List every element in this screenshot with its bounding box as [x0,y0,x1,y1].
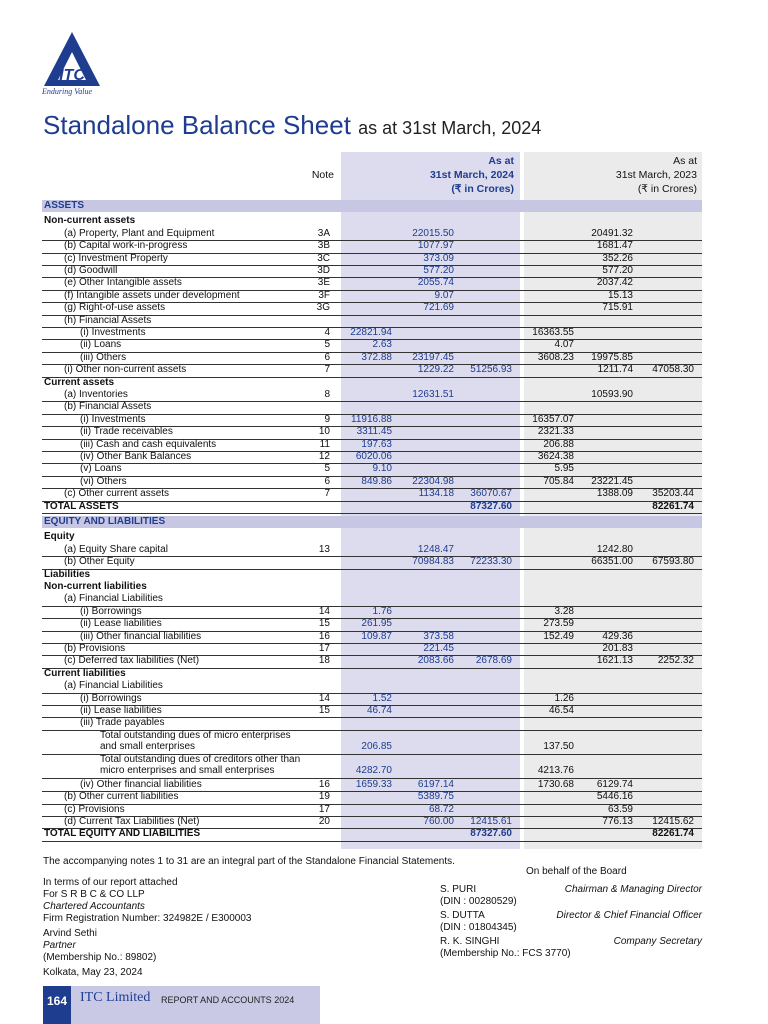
amount-cell: 1242.80 [596,543,633,555]
amount-cell: 12631.51 [412,389,454,400]
amount-cell: 1.52 [372,692,392,704]
header-current-line: 31st March, 2024 [429,169,514,181]
amount-cell: 2037.42 [596,277,633,289]
table-row [42,804,702,817]
table-row [42,290,702,303]
amount-cell: 715.91 [602,302,633,314]
amount-cell: 373.58 [423,630,454,642]
row-label: Total outstanding dues of creditors other than [100,754,301,766]
row-label: (b) Other current liabilities [64,791,179,803]
board-heading: On behalf of the Board [526,866,627,877]
auditor-partner-title: Partner [43,940,76,951]
amount-cell: 3624.38 [537,451,574,462]
row-label-continued: and small enterprises [100,740,196,752]
amount-cell: 137.50 [543,740,574,752]
table-row [42,531,702,543]
table-row [42,488,702,501]
amount-cell: 12415.61 [470,816,512,827]
amount-cell: 577.20 [602,265,633,276]
note-ref: 4 [324,327,330,338]
note-ref: 10 [318,426,330,438]
notes-statement: The accompanying notes 1 to 31 are an integral part of the Standalone Financial Statements. [43,856,455,867]
amount-cell: 22015.50 [412,227,454,239]
amount-cell: 1.26 [554,692,574,704]
table-row [42,401,702,414]
section-header-row [42,200,702,212]
row-label: (iii) Other financial liabilities [80,630,202,642]
amount-cell: 72233.30 [470,556,512,568]
row-label: (c) Investment Property [64,252,168,264]
signatory-role: Director & Chief Financial Officer [556,910,702,921]
amount-cell: 9.10 [372,463,392,475]
note-ref: 3G [316,302,330,314]
amount-cell: 82261.74 [652,500,694,512]
amount-cell: 6197.14 [417,778,454,790]
amount-cell: 51256.93 [470,364,512,376]
row-label: (a) Inventories [64,389,128,400]
signatory-id: (DIN : 00280529) [440,896,517,907]
table-row [42,302,702,315]
table-row [42,265,702,278]
row-label: (c) Deferred tax liabilities (Net) [64,655,200,667]
amount-cell: 577.20 [423,265,454,276]
auditor-membership: (Membership No.: 89802) [43,952,157,963]
note-ref: 8 [324,389,330,400]
amount-cell: 10593.90 [591,389,633,400]
row-label: (ii) Trade receivables [80,426,173,438]
amount-cell: 16363.55 [532,327,574,338]
amount-cell: 63.59 [607,803,633,815]
amount-cell: 197.63 [361,438,392,450]
amount-cell: 372.88 [361,351,392,363]
note-ref: 15 [318,705,330,716]
row-label: (i) Other non-current assets [64,364,187,376]
header-current-year [342,154,514,196]
amount-cell: 4213.76 [537,765,574,777]
amount-cell: 152.49 [543,630,574,642]
row-label: (i) Investments [80,413,146,425]
page-title [43,108,541,145]
row-label: (d) Goodwill [64,265,118,276]
table-row [42,414,702,427]
amount-cell: 1621.13 [596,655,633,667]
page-number: 164 [43,986,71,1024]
note-ref: 5 [324,463,330,475]
row-label: (b) Capital work-in-progress [64,240,188,252]
auditor-firm: For S R B C & CO LLP [43,889,145,900]
amount-cell: 1388.09 [596,488,633,500]
amount-cell: 221.45 [423,643,454,654]
amount-cell: 2055.74 [417,277,454,289]
table-row [42,754,702,779]
note-ref: 18 [318,655,330,667]
amount-cell: 19975.85 [591,351,633,363]
table-row [42,606,702,619]
amount-cell: 429.36 [602,630,633,642]
note-ref: 20 [318,816,330,827]
logo-tagline: Enduring Value [42,87,92,96]
amount-cell: 5446.16 [596,791,633,803]
amount-cell: 1248.47 [417,543,454,555]
amount-cell: 1211.74 [597,364,633,376]
amount-cell: 47058.30 [652,364,694,376]
row-label: (iii) Cash and cash equivalents [80,438,217,450]
row-label: (iv) Other financial liabilities [80,778,202,790]
amount-cell: 23221.45 [591,475,633,487]
table-row [42,463,702,476]
auditor-registration: Firm Registration Number: 324982E / E300003 [43,913,252,924]
table-row [42,717,702,730]
header-note: Note [311,169,334,181]
amount-cell: 352.26 [602,252,633,264]
row-label: Non-current assets [44,215,136,227]
amount-cell: 87327.60 [470,500,512,512]
table-row [42,240,702,253]
row-label: EQUITY AND LIABILITIES [44,516,166,527]
row-label: (b) Provisions [64,643,126,654]
amount-cell: 22304.98 [412,475,454,487]
title-main: Standalone Balance Sheet [43,110,351,140]
amount-cell: 2252.32 [657,655,694,667]
row-label: (a) Equity Share capital [64,543,168,555]
row-label: (c) Other current assets [64,488,170,500]
note-ref: 19 [318,791,330,803]
table-row [42,352,702,365]
amount-cell: 206.85 [361,740,392,752]
table-row [42,389,702,402]
amount-cell: 2678.69 [475,655,512,667]
row-label: Equity [44,531,75,543]
row-label: ASSETS [44,200,85,211]
auditor-line: In terms of our report attached [43,877,178,888]
amount-cell: 261.95 [361,618,392,630]
section-header-row [42,516,702,528]
row-label: (f) Intangible assets under development [64,289,240,301]
table-row [42,476,702,489]
row-label: (g) Right-of-use assets [64,302,166,314]
amount-cell: 4282.70 [355,765,392,777]
table-row [42,544,702,557]
row-label: (i) Borrowings [80,692,142,704]
logo-mark: ITC [59,67,85,84]
footer-brand: ITC Limited [80,990,151,1005]
header-previous-year [525,154,697,196]
note-ref: 14 [318,692,330,704]
header-previous-line: (₹ in Crores) [637,183,697,195]
title-sub: as at 31st March, 2024 [358,118,542,138]
amount-cell: 2.63 [372,339,392,351]
row-label: Total outstanding dues of micro enterprises [100,729,291,741]
note-ref: 5 [324,339,330,351]
amount-cell: 273.59 [543,618,574,630]
amount-cell: 849.86 [361,475,392,487]
place-date: Kolkata, May 23, 2024 [43,967,143,978]
table-row [42,215,702,227]
signatory-role: Chairman & Managing Director [564,884,702,895]
table-row [42,581,702,593]
note-ref: 12 [318,451,330,462]
amount-cell: 12415.62 [652,816,694,827]
table-row [42,816,702,829]
row-label: (a) Property, Plant and Equipment [64,227,215,239]
amount-cell: 1229.22 [417,364,454,376]
amount-cell: 760.00 [423,816,454,827]
amount-cell: 373.09 [423,252,454,264]
table-row [42,705,702,718]
amount-cell: 6129.74 [596,778,633,790]
table-row [42,439,702,452]
note-ref: 17 [318,643,330,654]
note-ref: 3B [317,240,330,252]
amount-cell: 35203.44 [652,488,694,500]
note-ref: 13 [318,543,330,555]
amount-cell: 705.84 [543,475,574,487]
table-row [42,364,702,377]
row-label: (e) Other Intangible assets [64,277,182,289]
amount-cell: 3608.23 [537,351,574,363]
row-label: TOTAL ASSETS [44,500,119,512]
amount-cell: 70984.83 [412,556,454,568]
row-label: (vi) Others [80,475,127,487]
amount-cell: 66351.00 [591,556,633,568]
amount-cell: 206.88 [543,438,574,450]
note-ref: 6 [324,475,330,487]
note-ref: 3A [317,227,330,239]
row-label: (v) Loans [80,463,122,475]
amount-cell: 109.87 [361,630,392,642]
table-row [42,791,702,804]
amount-cell: 201.83 [602,643,633,654]
note-ref: 3F [318,289,330,301]
amount-cell: 82261.74 [652,828,694,840]
amount-cell: 15.13 [607,289,633,301]
row-label: (i) Investments [80,327,146,338]
row-label: (b) Other Equity [64,556,135,568]
amount-cell: 1.76 [372,605,392,617]
note-ref: 14 [318,605,330,617]
row-label: (a) Financial Liabilities [64,593,163,605]
row-label: Current assets [44,376,115,388]
amount-cell: 5389.75 [417,791,454,803]
amount-cell: 2083.66 [417,655,454,667]
row-label: Liabilities [44,568,91,580]
row-label: (d) Current Tax Liabilities (Net) [64,816,200,827]
amount-cell: 1681.47 [596,240,633,252]
footer-report-title: REPORT AND ACCOUNTS 2024 [161,995,295,1005]
table-row [42,253,702,266]
amount-cell: 16357.07 [532,413,574,425]
amount-cell: 4.07 [554,339,574,351]
table-row [42,618,702,631]
amount-cell: 5.95 [554,463,574,475]
signatory-id: (Membership No.: FCS 3770) [440,948,571,959]
row-label: (ii) Lease liabilities [80,705,162,716]
amount-cell: 3311.45 [356,426,392,438]
amount-cell: 46.74 [366,705,392,716]
amount-cell: 1077.97 [417,240,454,252]
table-row [42,655,702,668]
row-label: (a) Financial Liabilities [64,680,163,692]
amount-cell: 87327.60 [470,828,512,840]
note-ref: 16 [318,630,330,642]
table-row [42,668,702,680]
table-row [42,426,702,439]
note-ref: 17 [318,803,330,815]
table-row [42,730,702,755]
amount-cell: 776.13 [602,816,633,827]
table-row [42,593,702,606]
total-row [42,501,702,514]
note-ref: 3D [317,265,330,276]
table-row [42,569,702,581]
auditor-partner-name: Arvind Sethi [43,928,97,939]
signatory-name: R. K. SINGHI [440,936,500,947]
row-label: (ii) Lease liabilities [80,618,162,630]
note-ref: 3E [317,277,330,289]
row-label: (i) Borrowings [80,605,142,617]
amount-cell: 67593.80 [652,556,694,568]
balance-sheet-table [42,150,702,850]
amount-cell: 6020.06 [355,451,392,462]
amount-cell: 9.07 [434,289,454,301]
row-label: (b) Financial Assets [64,401,152,413]
table-row [42,556,702,569]
table-row [42,693,702,706]
header-previous-line: As at [673,155,697,167]
table-row [42,779,702,792]
table-row [42,631,702,644]
amount-cell: 36070.67 [470,488,512,500]
note-ref: 7 [324,488,330,500]
row-label: Current liabilities [44,667,126,679]
signatory-name: S. DUTTA [440,910,485,921]
table-row [42,277,702,290]
note-ref: 7 [324,364,330,376]
header-current-line: As at [488,155,514,167]
row-label: (iv) Other Bank Balances [80,451,192,462]
amount-cell: 721.69 [423,302,454,314]
note-ref: 6 [324,351,330,363]
note-ref: 11 [319,438,330,450]
amount-cell: 1659.33 [355,778,392,790]
amount-cell: 1134.18 [418,488,454,500]
header-current-line: (₹ in Crores) [451,183,514,195]
amount-cell: 46.54 [548,705,574,716]
row-label: (iii) Trade payables [80,717,165,729]
amount-cell: 11916.88 [351,413,392,425]
amount-cell: 3.28 [554,605,574,617]
table-row [42,680,702,693]
signatory-role: Company Secretary [613,936,702,947]
table-row [42,228,702,241]
table-row [42,315,702,328]
signatory-id: (DIN : 01804345) [440,922,517,933]
table-row [42,339,702,352]
table-row [42,451,702,464]
amount-cell: 2321.33 [537,426,574,438]
row-label: Non-current liabilities [44,581,147,592]
row-label-continued: micro enterprises and small enterprises [100,765,275,777]
note-ref: 15 [318,618,330,630]
row-label: (iii) Others [80,351,127,363]
row-label: (ii) Loans [80,339,122,351]
note-ref: 16 [318,778,330,790]
amount-cell: 22821.94 [350,327,392,338]
amount-cell: 1730.68 [537,778,574,790]
note-ref: 3C [317,252,330,264]
row-label: TOTAL EQUITY AND LIABILITIES [44,828,201,840]
total-row [42,828,702,841]
row-label: (h) Financial Assets [64,314,152,326]
note-ref: 9 [324,413,330,425]
auditor-designation: Chartered Accountants [43,901,145,912]
header-previous-line: 31st March, 2023 [615,169,697,181]
table-row [42,327,702,340]
amount-cell: 23197.45 [412,351,454,363]
amount-cell: 68.72 [428,803,454,815]
table-row [42,643,702,656]
row-label: (c) Provisions [64,803,125,815]
table-row [42,377,702,389]
signatory-name: S. PURI [440,884,477,895]
amount-cell: 20491.32 [591,227,633,239]
